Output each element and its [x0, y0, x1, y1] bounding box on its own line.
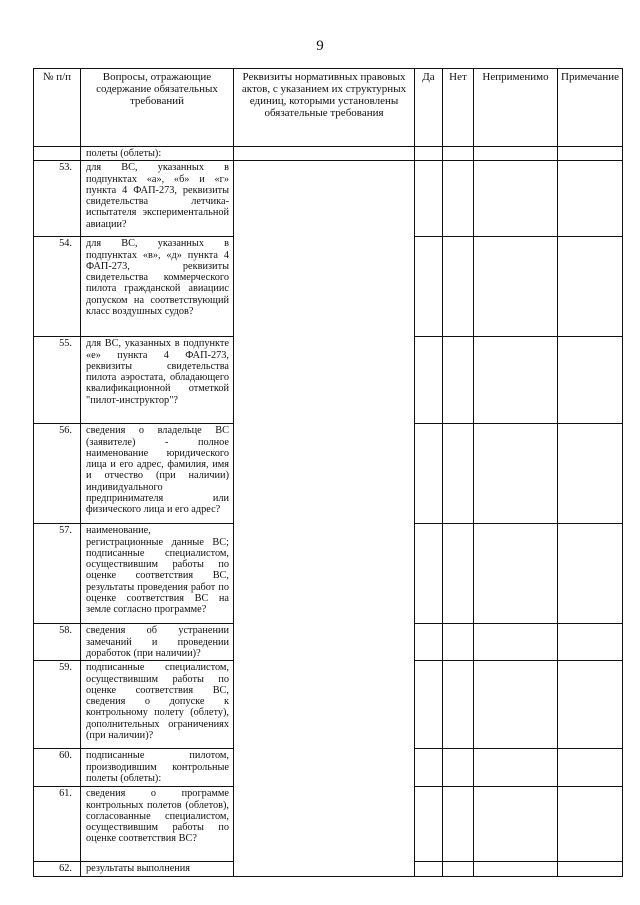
cell-yes[interactable]: [415, 237, 443, 337]
continuation-text: полеты (облеты):: [81, 147, 234, 161]
cell-no[interactable]: [443, 862, 474, 876]
header-num: № п/п: [34, 69, 81, 147]
requirement-question: результаты выполнения: [81, 862, 234, 876]
cell-na[interactable]: [474, 424, 558, 524]
cell-na[interactable]: [474, 524, 558, 624]
cell-num: [34, 147, 81, 161]
row-number: 62.: [34, 862, 81, 876]
cell-na[interactable]: [474, 787, 558, 862]
cell-note[interactable]: [558, 624, 623, 661]
row-number: 58.: [34, 624, 81, 661]
requirement-question: подписанные специалистом, осуществившим работы по оценке соответствия ВС, сведения о допуске к контрольному полету (облету), дополнительных ограничениях (при наличии)?: [81, 661, 234, 749]
cell-note[interactable]: [558, 337, 623, 424]
row-number: 57.: [34, 524, 81, 624]
cell-no[interactable]: [443, 749, 474, 787]
requirement-question: для ВС, указанных в подпунктах «а», «б» и «г» пункта 4 ФАП-273, реквизиты свидетельства летчика-испытателя экспериментальной авиации?: [81, 161, 234, 237]
header-question: Вопросы, отражающие содержание обязательных требований: [81, 69, 234, 147]
header-no: Нет: [443, 69, 474, 147]
requirement-question: подписанные пилотом, производившим контрольные полеты (облеты):: [81, 749, 234, 787]
row-number: 61.: [34, 787, 81, 862]
cell-no[interactable]: [443, 337, 474, 424]
requirement-question: для ВС, указанных в подпункте «е» пункта 4 ФАП-273, реквизиты свидетельства пилота аэростата, обладающего квалификационной отметкой "пилот-инструктор"?: [81, 337, 234, 424]
row-number: 60.: [34, 749, 81, 787]
cell-note[interactable]: [558, 161, 623, 237]
cell-na[interactable]: [474, 161, 558, 237]
cell-no[interactable]: [443, 237, 474, 337]
cell-no[interactable]: [443, 161, 474, 237]
cell-na[interactable]: [474, 337, 558, 424]
cell-na[interactable]: [474, 147, 558, 161]
cell-yes[interactable]: [415, 147, 443, 161]
requirement-question: для ВС, указанных в подпунктах «в», «д» пункта 4 ФАП-273, реквизиты свидетельства коммерческого пилота гражданской авиациис допуском на соответствующий класс воздушных судов?: [81, 237, 234, 337]
cell-no[interactable]: [443, 661, 474, 749]
cell-yes[interactable]: [415, 787, 443, 862]
row-number: 55.: [34, 337, 81, 424]
cell-no[interactable]: [443, 424, 474, 524]
cell-no[interactable]: [443, 524, 474, 624]
cell-yes[interactable]: [415, 624, 443, 661]
header-note: Примечание: [558, 69, 623, 147]
cell-note[interactable]: [558, 749, 623, 787]
cell-na[interactable]: [474, 624, 558, 661]
row-number: 53.: [34, 161, 81, 237]
cell-note[interactable]: [558, 661, 623, 749]
requirement-question: сведения об устранении замечаний и проведении доработок (при наличии)?: [81, 624, 234, 661]
cell-yes[interactable]: [415, 749, 443, 787]
cell-no[interactable]: [443, 787, 474, 862]
header-yes: Да: [415, 69, 443, 147]
cell-reference: [234, 161, 415, 876]
cell-note[interactable]: [558, 424, 623, 524]
cell-note[interactable]: [558, 237, 623, 337]
cell-reference: [234, 147, 415, 161]
requirement-question: сведения о владельце ВС (заявителе) - полное наименование юридического лица и его адрес, фамилия, имя и отчество (при наличии) индивидуального предпринимателя или физического лица и его адрес?: [81, 424, 234, 524]
cell-note[interactable]: [558, 147, 623, 161]
cell-yes[interactable]: [415, 862, 443, 876]
cell-note[interactable]: [558, 787, 623, 862]
cell-na[interactable]: [474, 749, 558, 787]
cell-yes[interactable]: [415, 424, 443, 524]
header-reference: Реквизиты нормативных правовых актов, с указанием их структурных единиц, которыми установлены обязательные требования: [234, 69, 415, 147]
row-number: 56.: [34, 424, 81, 524]
table-header-row: [34, 69, 623, 147]
cell-yes[interactable]: [415, 524, 443, 624]
cell-note[interactable]: [558, 524, 623, 624]
cell-na[interactable]: [474, 237, 558, 337]
cell-yes[interactable]: [415, 337, 443, 424]
cell-no[interactable]: [443, 624, 474, 661]
table-row: [34, 161, 623, 237]
row-number: 54.: [34, 237, 81, 337]
cell-note[interactable]: [558, 862, 623, 876]
row-number: 59.: [34, 661, 81, 749]
page-number: 9: [316, 38, 324, 54]
requirement-question: наименование, регистрационные данные ВС; подписанные специалистом, осуществившим работы по оценке соответствия ВС, результаты проведения работ по оценке соответствия ВС на земле согласно программе?: [81, 524, 234, 624]
requirement-question: сведения о программе контрольных полетов (облетов), согласованные специалистом, осуществившим работы по оценке соответствия ВС?: [81, 787, 234, 862]
cell-yes[interactable]: [415, 161, 443, 237]
checklist-table: [33, 68, 623, 877]
header-not-applicable: Неприменимо: [474, 69, 558, 147]
cell-na[interactable]: [474, 661, 558, 749]
continuation-row: [34, 147, 623, 161]
cell-yes[interactable]: [415, 661, 443, 749]
cell-na[interactable]: [474, 862, 558, 876]
cell-no[interactable]: [443, 147, 474, 161]
